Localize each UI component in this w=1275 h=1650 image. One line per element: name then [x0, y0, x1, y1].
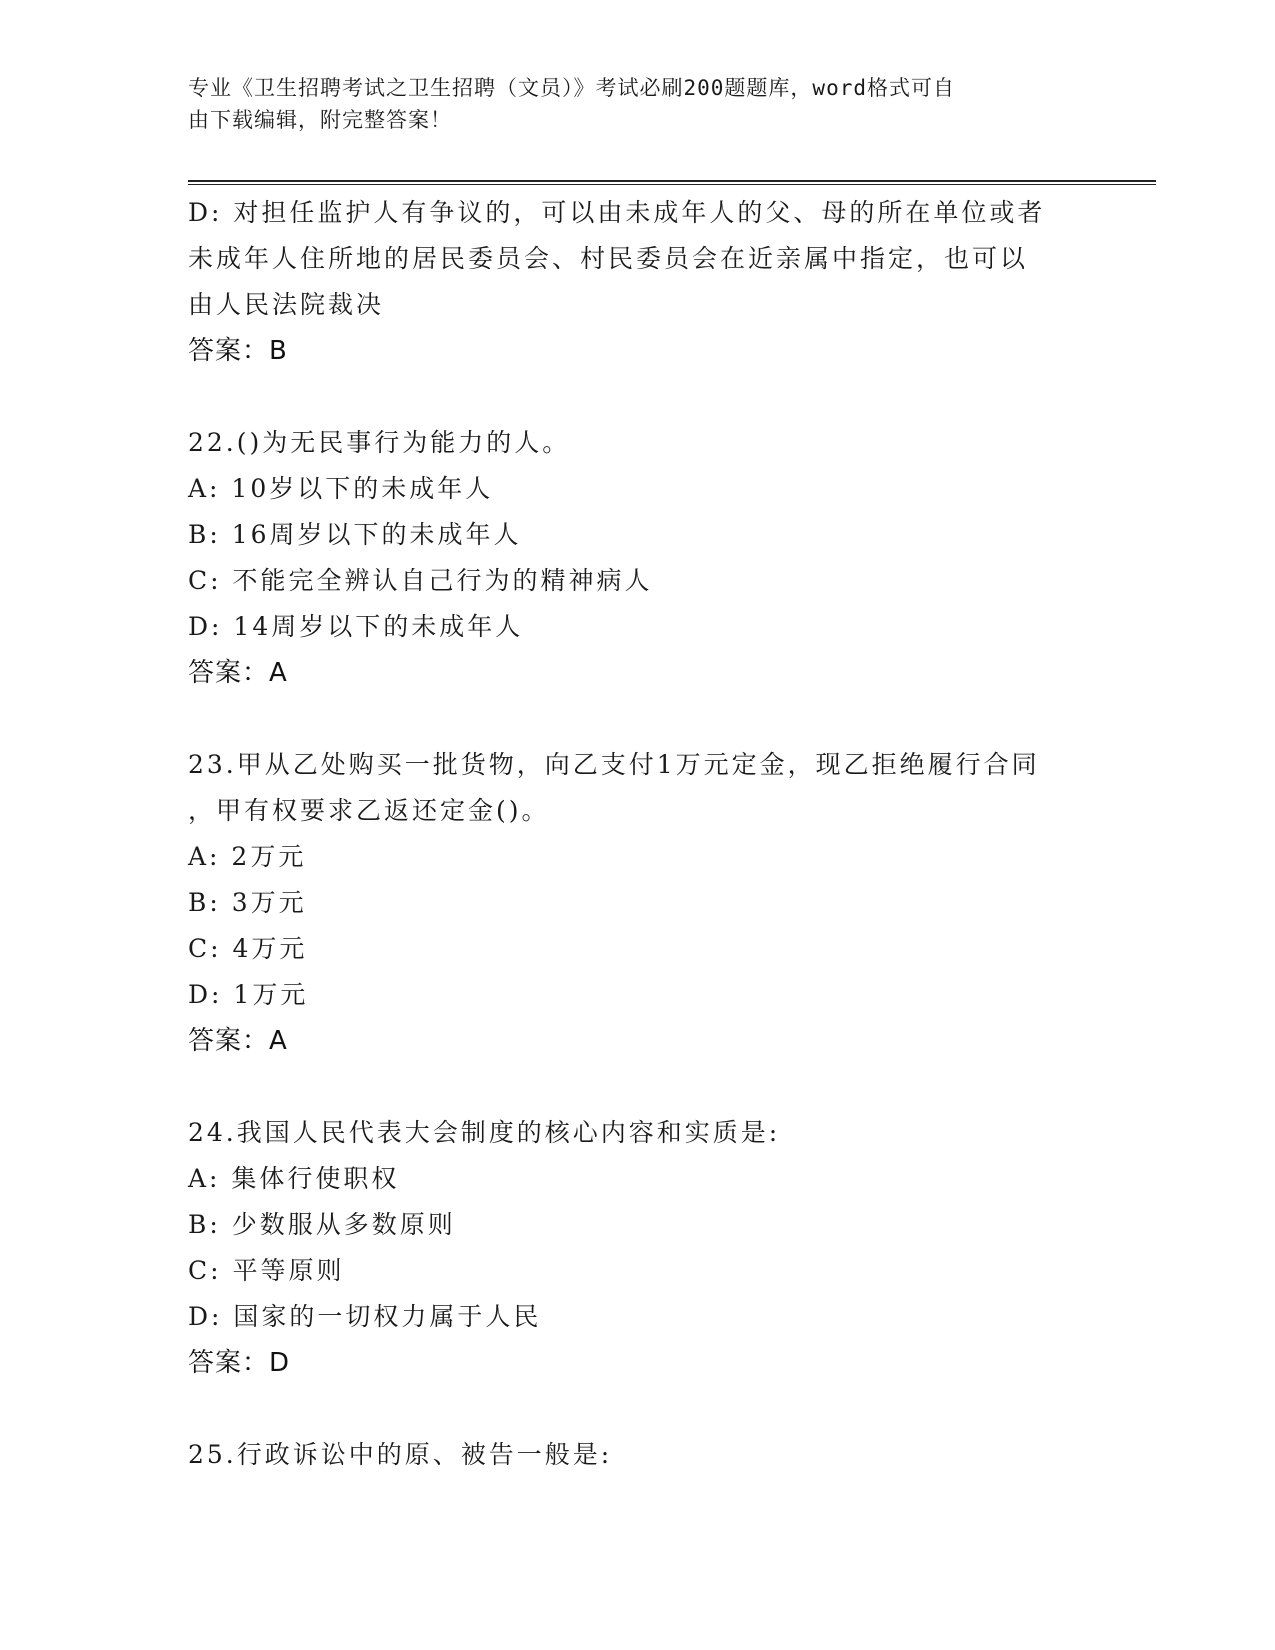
- answer-label: 答案：A: [188, 658, 288, 688]
- header-line-2: 由下载编辑，附完整答案！: [188, 108, 452, 132]
- option-a: A: 2万元: [188, 842, 307, 871]
- spacer: [188, 1064, 1088, 1110]
- option-b: B: 3万元: [188, 888, 307, 917]
- document-header: [188, 72, 1068, 136]
- option-b: B: 16周岁以下的未成年人: [188, 520, 522, 549]
- option-c: C: 平等原则: [188, 1256, 345, 1285]
- answer-label: 答案：B: [188, 336, 288, 366]
- question-22: [188, 420, 1088, 696]
- option-d: D: 1万元: [188, 980, 309, 1009]
- question-stem-line-2: ，甲有权要求乙返还定金()。: [188, 796, 550, 825]
- question-stem: 24.我国人民代表大会制度的核心内容和实质是:: [188, 1118, 781, 1147]
- option-c: C: 4万元: [188, 934, 308, 963]
- answer-label: 答案：A: [188, 1026, 288, 1056]
- spacer: [188, 1386, 1088, 1432]
- option-d-line-3: 由人民法院裁决: [188, 290, 385, 319]
- question-21-tail: [188, 190, 1088, 374]
- spacer: [188, 374, 1088, 420]
- question-stem: 25.行政诉讼中的原、被告一般是:: [188, 1440, 613, 1469]
- header-divider: [188, 180, 1156, 182]
- question-stem-line-1: 23.甲从乙处购买一批货物，向乙支付1万元定金，现乙拒绝履行合同: [188, 750, 1040, 779]
- question-24: [188, 1110, 1088, 1386]
- question-stem: 22.()为无民事行为能力的人。: [188, 428, 571, 457]
- option-d: D: 14周岁以下的未成年人: [188, 612, 524, 641]
- option-d-line-2: 未成年人住所地的居民委员会、村民委员会在近亲属中指定，也可以: [188, 244, 1029, 273]
- option-a: A: 集体行使职权: [188, 1164, 400, 1193]
- spacer: [188, 696, 1088, 742]
- option-b: B: 少数服从多数原则: [188, 1210, 456, 1239]
- question-content: [188, 190, 1088, 1478]
- question-23: [188, 742, 1088, 1064]
- header-divider-thin: [188, 184, 1156, 185]
- option-d-line-1: D: 对担任监护人有争议的，可以由未成年人的父、母的所在单位或者: [188, 198, 1046, 227]
- answer-label: 答案：D: [188, 1348, 291, 1378]
- option-c: C: 不能完全辨认自己行为的精神病人: [188, 566, 653, 595]
- question-25: [188, 1432, 1088, 1478]
- header-line-1: 专业《卫生招聘考试之卫生招聘（文员）》考试必刷200题题库，word格式可自: [188, 76, 955, 100]
- option-a: A: 10岁以下的未成年人: [188, 474, 494, 503]
- option-d: D: 国家的一切权力属于人民: [188, 1302, 542, 1331]
